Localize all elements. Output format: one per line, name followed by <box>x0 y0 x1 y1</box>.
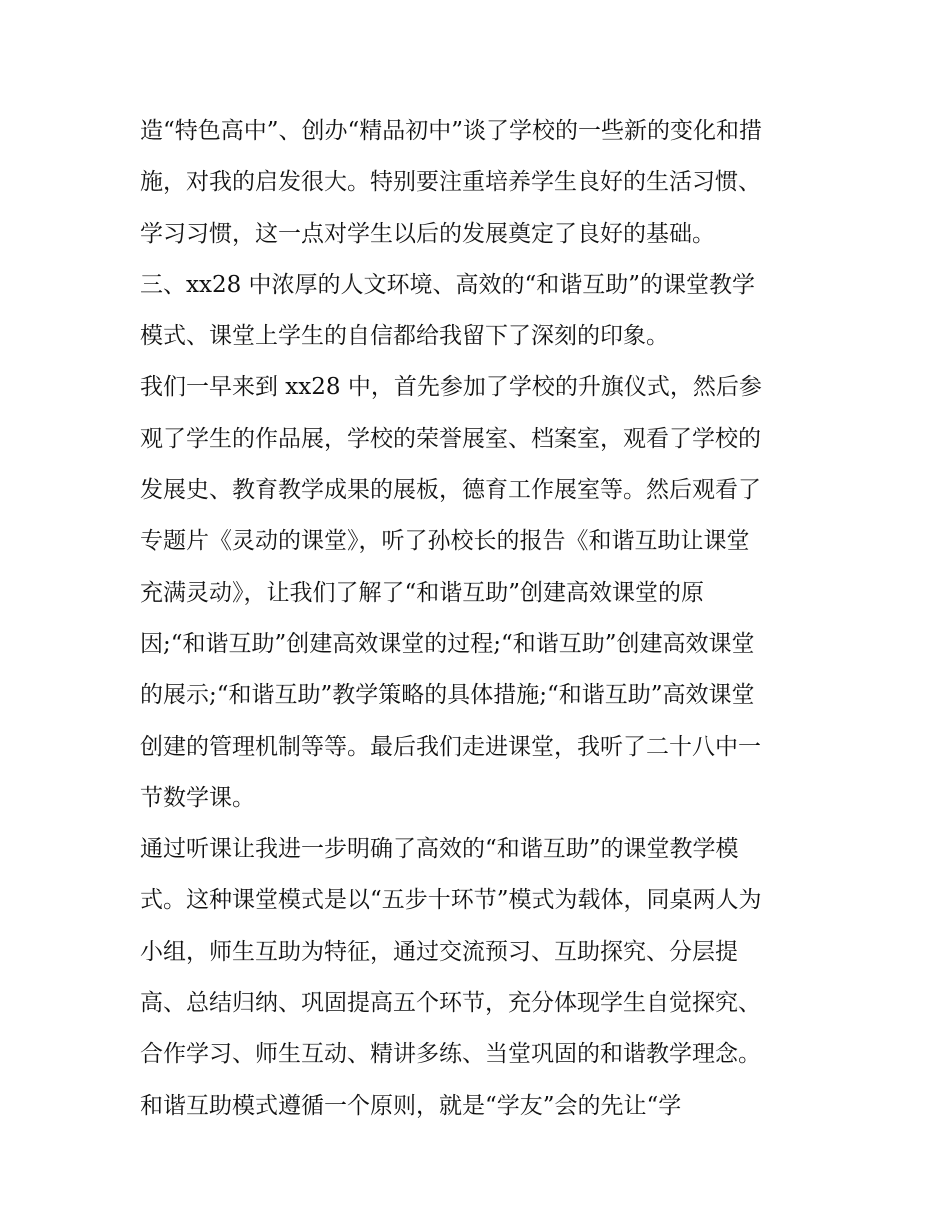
text-line: 高、总结归纳、巩固提高五个环节，充分体现学生自觉探究、 <box>140 990 761 1017</box>
text-line: 节数学课。 <box>140 784 255 811</box>
text-line: 造“特色高中”、创办“精品初中”谈了学校的一些新的变化和措 <box>140 118 763 144</box>
document-body <box>140 106 820 1132</box>
text-line: 合作学习、师生互动、精讲多练、当堂巩固的和谐教学理念。 <box>140 1041 761 1068</box>
text-line: 模式、课堂上学生的自信都给我留下了深刻的印象。 <box>140 323 669 350</box>
text-line: 充满灵动》，让我们了解了“和谐互助”创建高效课堂的原 <box>140 579 705 606</box>
text-line: 学习习惯，这一点对学生以后的发展奠定了良好的基础。 <box>140 220 715 247</box>
text-line: 创建的管理机制等等。最后我们走进课堂，我听了二十八中一 <box>140 733 761 760</box>
text-line: 小组，师生互助为特征，通过交流预习、互助探究、分层提 <box>140 938 738 965</box>
text-line: 专题片《灵动的课堂》，听了孙校长的报告《和谐互助让课堂 <box>140 528 750 555</box>
text-line: 我们一早来到 xx28 中，首先参加了学校的升旗仪式，然后参 <box>140 374 762 401</box>
text-line: 施，对我的启发很大。特别要注重培养学生良好的生活习惯、 <box>140 169 761 196</box>
text-line: 通过听课让我进一步明确了高效的“和谐互助”的课堂教学模 <box>140 836 739 863</box>
text-line: 发展史、教育教学成果的展板，德育工作展室等。然后观看了 <box>140 477 761 504</box>
text-line: 式。这种课堂模式是以“五步十环节”模式为载体，同桌两人为 <box>140 887 762 914</box>
text-line: 和谐互助模式遵循一个原则，就是“学友”会的先让“学 <box>140 1092 682 1119</box>
text-line: 因;“和谐互助”创建高效课堂的过程;“和谐互助”创建高效课堂 <box>140 630 755 657</box>
text-line: 观了学生的作品展，学校的荣誉展室、档案室，观看了学校的 <box>140 425 761 452</box>
text-line: 三、xx28 中浓厚的人文环境、高效的“和谐互助”的课堂教学 <box>140 271 756 298</box>
text-line: 的展示;“和谐互助”教学策略的具体措施;“和谐互助”高效课堂 <box>140 682 755 709</box>
